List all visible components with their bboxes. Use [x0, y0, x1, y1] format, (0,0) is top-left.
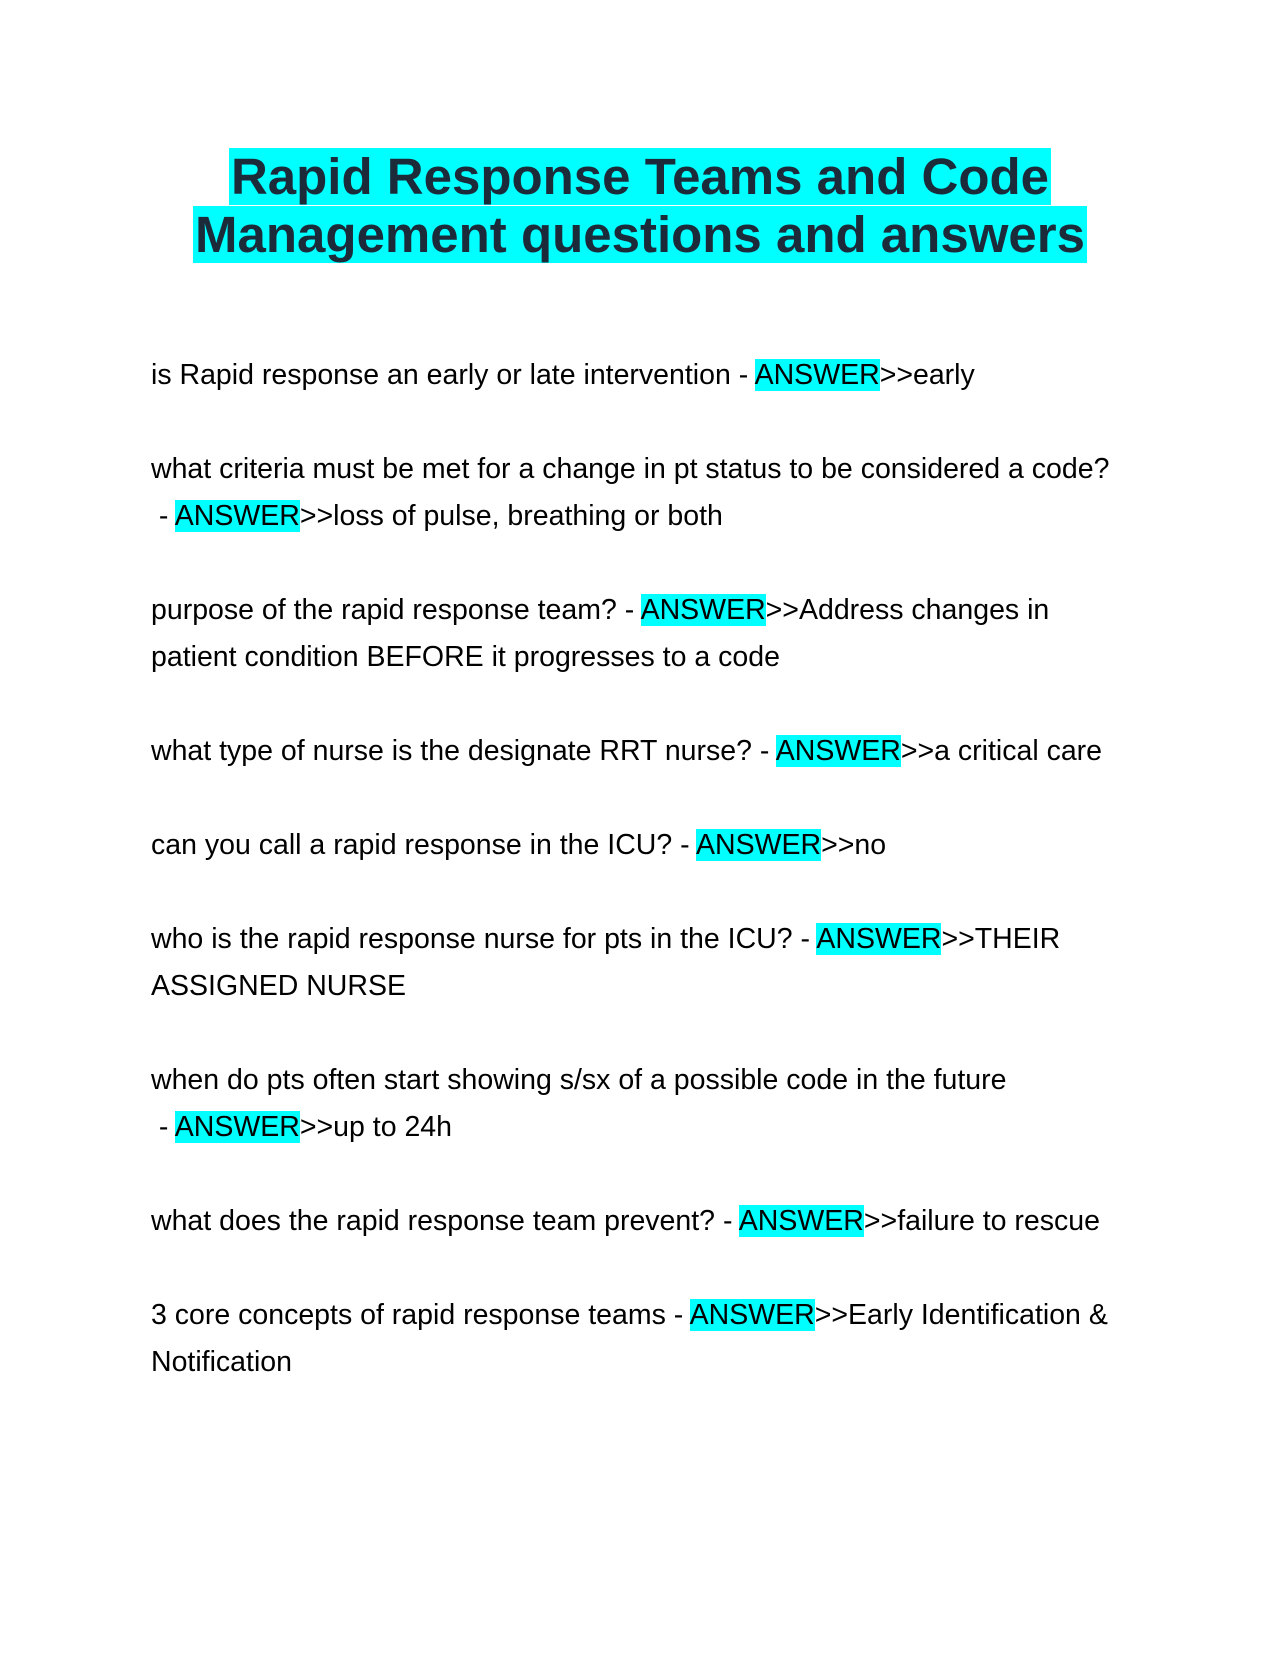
question-text: can you call a rapid response in the ICU? [151, 829, 673, 861]
separator: - [715, 1205, 739, 1237]
answer-label: ANSWER [174, 1111, 300, 1143]
qa-item [151, 587, 1131, 681]
answer-label: ANSWER [695, 829, 822, 861]
answer-prefix: >> [299, 500, 334, 532]
question-text: what criteria must be met for a change in pt status to be considered a code? [151, 453, 1110, 485]
document-title [0, 148, 1280, 264]
qa-item [151, 446, 1131, 540]
answer-prefix: >> [863, 1205, 898, 1237]
answer-prefix: >> [299, 1111, 334, 1143]
answer-text: a critical care [934, 735, 1103, 767]
separator: - [151, 500, 175, 532]
qa-item [151, 916, 1131, 1010]
answer-label: ANSWER [689, 1299, 815, 1331]
answer-label: ANSWER [754, 359, 880, 391]
answer-text: up to 24h [333, 1111, 453, 1143]
answer-text: early [912, 359, 975, 391]
question-text: when do pts often start showing s/sx of a possible code in the future [151, 1064, 1007, 1096]
answer-label: ANSWER [738, 1205, 864, 1237]
question-text: what does the rapid response team prevent? [151, 1205, 716, 1237]
answer-text: Early Identification & Notification [151, 1299, 1108, 1378]
answer-prefix: >> [900, 735, 935, 767]
answer-label: ANSWER [775, 735, 901, 767]
answer-prefix: >> [821, 829, 855, 861]
separator: - [792, 923, 817, 955]
separator: - [730, 359, 755, 391]
separator: - [672, 829, 696, 861]
separator: - [616, 594, 641, 626]
answer-text: THEIR ASSIGNED NURSE [151, 923, 1061, 1002]
answer-prefix: >> [765, 594, 799, 626]
qa-list [151, 352, 1131, 1433]
qa-item [151, 1292, 1131, 1386]
qa-item [151, 352, 1131, 399]
question-text: 3 core concepts of rapid response teams [151, 1299, 666, 1331]
qa-item [151, 1198, 1131, 1245]
separator: - [151, 1111, 175, 1143]
question-text: who is the rapid response nurse for pts in the ICU? [151, 923, 793, 955]
answer-prefix: >> [879, 359, 913, 391]
answer-text: loss of pulse, breathing or both [333, 500, 723, 532]
answer-prefix: >> [941, 923, 975, 955]
answer-text: Address changes in patient condition BEFORE it progresses to a code [151, 594, 1050, 673]
answer-text: no [854, 829, 887, 861]
separator: - [665, 1299, 690, 1331]
qa-item [151, 822, 1131, 869]
answer-text: failure to rescue [897, 1205, 1100, 1237]
qa-item [151, 728, 1131, 775]
separator: - [751, 735, 776, 767]
title-line-2: Management questions and answers [195, 206, 1085, 263]
answer-label: ANSWER [816, 923, 942, 955]
question-text: is Rapid response an early or late intervention [151, 359, 731, 391]
answer-prefix: >> [814, 1299, 849, 1331]
question-text: what type of nurse is the designate RRT nurse? [151, 735, 752, 767]
qa-item [151, 1057, 1131, 1151]
answer-label: ANSWER [174, 500, 300, 532]
title-line-1: Rapid Response Teams and Code [230, 148, 1050, 205]
answer-label: ANSWER [640, 594, 766, 626]
question-text: purpose of the rapid response team? [151, 594, 617, 626]
